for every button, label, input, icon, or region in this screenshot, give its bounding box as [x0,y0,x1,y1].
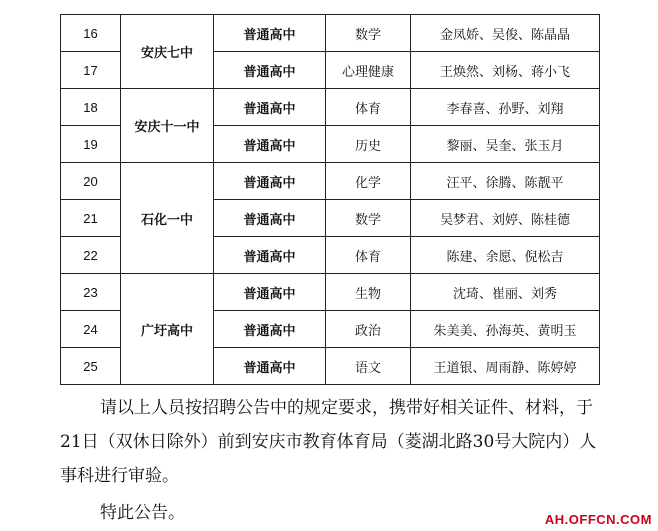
subject: 数学 [326,15,411,52]
school-name: 安庆十一中 [121,89,214,163]
candidate-names: 吴梦君、刘婷、陈桂德 [411,200,600,237]
candidate-names: 汪平、徐腾、陈靓平 [411,163,600,200]
row-number: 22 [61,237,121,274]
row-number: 23 [61,274,121,311]
table-row [61,274,600,311]
subject: 体育 [326,89,411,126]
school-type: 普通高中 [214,15,326,52]
school-type: 普通高中 [214,274,326,311]
school-type: 普通高中 [214,311,326,348]
candidate-names: 李春喜、孙野、刘翔 [411,89,600,126]
school-name: 广圩高中 [121,274,214,385]
row-number: 18 [61,89,121,126]
table-row [61,163,600,200]
candidate-table [60,14,600,385]
subject: 政治 [326,311,411,348]
row-number: 24 [61,311,121,348]
school-type: 普通高中 [214,89,326,126]
table-row [61,15,600,52]
notice-paragraph: 请以上人员按招聘公告中的规定要求，携带好相关证件、材料，于21日（双休日除外）前到安庆市教育体育局（菱湖北路30号大院内）人事科进行审验。 [60,398,597,486]
subject: 语文 [326,348,411,385]
school-type: 普通高中 [214,348,326,385]
subject: 数学 [326,200,411,237]
school-type: 普通高中 [214,200,326,237]
row-number: 16 [61,15,121,52]
row-number: 17 [61,52,121,89]
row-number: 20 [61,163,121,200]
candidate-names: 陈建、余愿、倪松吉 [411,237,600,274]
school-name: 石化一中 [121,163,214,274]
row-number: 19 [61,126,121,163]
subject: 生物 [326,274,411,311]
school-type: 普通高中 [214,52,326,89]
subject: 体育 [326,237,411,274]
school-type: 普通高中 [214,126,326,163]
candidate-names: 黎丽、吴奎、张玉月 [411,126,600,163]
school-name: 安庆七中 [121,15,214,89]
subject: 心理健康 [326,52,411,89]
candidate-names: 沈琦、崔丽、刘秀 [411,274,600,311]
candidate-names: 王焕然、刘杨、蒋小飞 [411,52,600,89]
subject: 化学 [326,163,411,200]
row-number: 21 [61,200,121,237]
table-row [61,89,600,126]
closing-line: 特此公告。 [100,503,185,523]
subject: 历史 [326,126,411,163]
school-type: 普通高中 [214,163,326,200]
candidate-names: 王道银、周雨静、陈婷婷 [411,348,600,385]
candidate-names: 朱美美、孙海英、黄明玉 [411,311,600,348]
site-watermark: AH.OFFCN.COM [544,512,652,527]
school-type: 普通高中 [214,237,326,274]
candidate-names: 金凤娇、吴俊、陈晶晶 [411,15,600,52]
row-number: 25 [61,348,121,385]
